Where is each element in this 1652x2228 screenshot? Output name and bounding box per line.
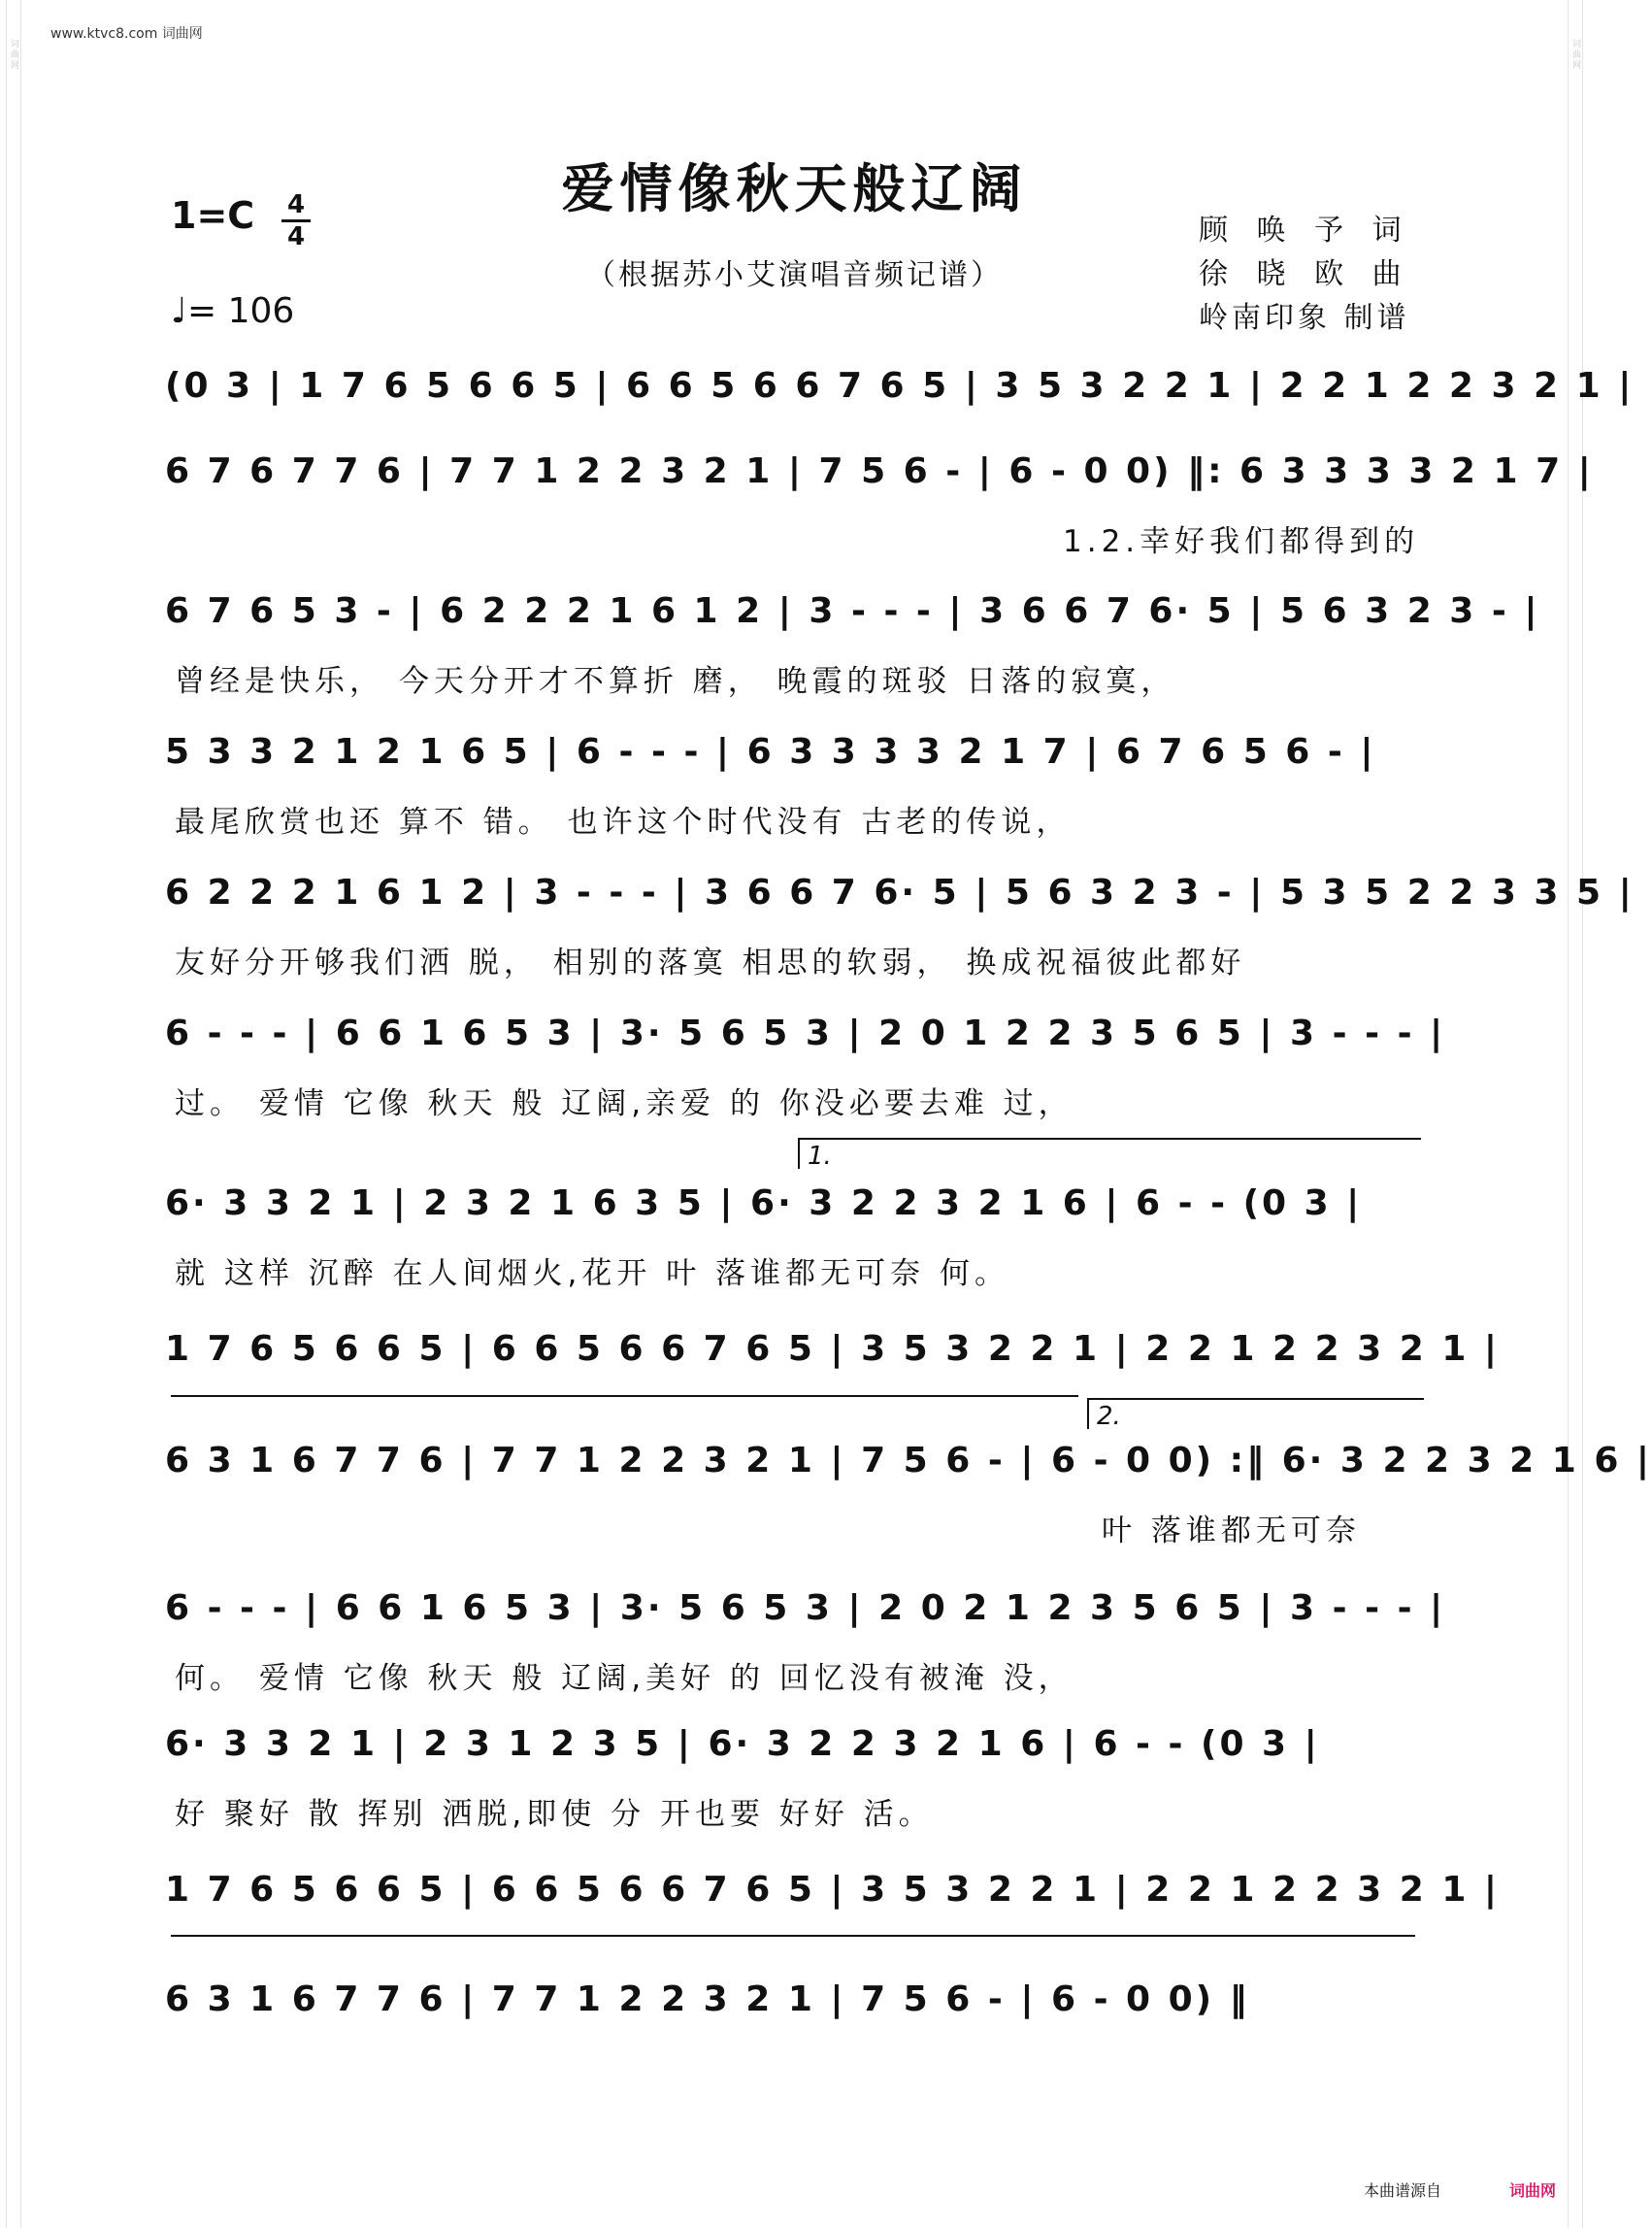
left-watermark-strip: 词曲网 bbox=[6, 0, 21, 2228]
score-row bbox=[165, 1588, 1446, 1696]
song-title: 爱情像秋天般辽阔 bbox=[561, 157, 1028, 219]
composer-credit: 徐 晓 欧 曲 bbox=[1199, 257, 1411, 291]
notation-line: 6 - - - | 6 6 1 6 5 3 | 3· 5 6 5 3 | 2 0 1 2 2 3 5 6 5 | 3 - - - | bbox=[165, 1014, 1446, 1053]
notation-line: 6 7 6 5 3 - | 6 2 2 2 1 6 1 2 | 3 - - - | 3 6 6 7 6· 5 | 5 6 3 2 3 - | bbox=[165, 591, 1540, 631]
key-signature: 1=C bbox=[171, 194, 255, 237]
credits bbox=[1199, 209, 1411, 340]
lyric-line: 最尾欣赏也还 算不 错。 也许这个时代没有 古老的传说， bbox=[175, 805, 1072, 840]
notation-line: 6 3 1 6 7 7 6 | 7 7 1 2 2 3 2 1 | 7 5 6 - | 6 - 0 0) :‖ 6· 3 2 2 3 2 1 6 | bbox=[165, 1441, 1652, 1480]
notation-line: 6 7 6 7 7 6 | 7 7 1 2 2 3 2 1 | 7 5 6 - | 6 - 0 0) ‖: 6 3 3 3 3 2 1 7 | bbox=[165, 451, 1594, 491]
song-subtitle: （根据苏小艾演唱音频记谱） bbox=[586, 258, 1003, 292]
score-row bbox=[165, 1724, 1422, 1832]
lyric-line: 曾经是快乐， 今天分开才不算折 磨， 晚霞的斑驳 日落的寂寞， bbox=[175, 664, 1176, 699]
first-ending-bracket: 1. bbox=[798, 1138, 1421, 1169]
score-row bbox=[165, 1441, 1652, 1548]
notation-line: 1 7 6 5 6 6 5 | 6 6 5 6 6 7 6 5 | 3 5 3 2 2 1 | 2 2 1 2 2 3 2 1 | bbox=[165, 1329, 1501, 1369]
lyric-line: 叶 落谁都无可奈 bbox=[1102, 1513, 1361, 1548]
site-url[interactable]: www.ktvc8.com 词曲网 bbox=[50, 26, 203, 42]
score-row bbox=[165, 1183, 1422, 1291]
footer-source-label: 本曲谱源自 bbox=[1364, 2181, 1442, 2200]
lyric-line: 过。 爱情 它像 秋天 般 辽阔,亲爱 的 你没必要去难 过， bbox=[175, 1086, 1074, 1121]
score-row bbox=[165, 1870, 1501, 1958]
lyric-line: 好 聚好 散 挥别 洒脱,即使 分 开也要 好好 活。 bbox=[175, 1797, 934, 1832]
notation-line: 6· 3 3 2 1 | 2 3 1 2 3 5 | 6· 3 2 2 3 2 1 6 | 6 - - (0 3 | bbox=[165, 1724, 1320, 1764]
second-ending-bracket: 2. bbox=[1087, 1398, 1424, 1429]
footer-site-logo[interactable]: 词曲网 bbox=[1509, 2181, 1557, 2200]
notation-line: 6 3 1 6 7 7 6 | 7 7 1 2 2 3 2 1 | 7 5 6 - | 6 - 0 0) ‖ bbox=[165, 1979, 1250, 2019]
score-row bbox=[165, 732, 1422, 840]
tempo-marking: ♩= 106 bbox=[171, 291, 295, 331]
lyric-line: 何。 爱情 它像 秋天 般 辽阔,美好 的 回忆没有被淹 没， bbox=[175, 1661, 1074, 1696]
time-signature bbox=[281, 192, 311, 249]
lyric-line: 就 这样 沉醉 在人间烟火,花开 叶 落谁都无可奈 何。 bbox=[175, 1256, 1009, 1291]
lyric-line: 友好分开够我们洒 脱， 相别的落寞 相思的软弱， 换成祝福彼此都好 bbox=[175, 946, 1246, 981]
coda-span-line bbox=[171, 1935, 1415, 1937]
score-row bbox=[165, 873, 1635, 981]
right-watermark-strip: 词曲网 bbox=[1568, 0, 1583, 2228]
notation-line: (0 3 | 1 7 6 5 6 6 5 | 6 6 5 6 6 7 6 5 | 3 5 3 2 2 1 | 2 2 1 2 2 3 2 1 | bbox=[165, 366, 1635, 406]
score-row bbox=[165, 591, 1540, 699]
ending-span-line bbox=[171, 1395, 1078, 1397]
score-row bbox=[165, 451, 1594, 559]
notation-line: 5 3 3 2 1 2 1 6 5 | 6 - - - | 6 3 3 3 3 2 1 7 | 6 7 6 5 6 - | bbox=[165, 732, 1376, 772]
notation-line: 6· 3 3 2 1 | 2 3 2 1 6 3 5 | 6· 3 2 2 3 2 1 6 | 6 - - (0 3 | bbox=[165, 1183, 1363, 1223]
notation-line: 6 2 2 2 1 6 1 2 | 3 - - - | 3 6 6 7 6· 5 | 5 6 3 2 3 - | 5 3 5 2 2 3 3 5 | bbox=[165, 873, 1635, 913]
lyric-line: 1.2.幸好我们都得到的 bbox=[1063, 524, 1420, 559]
notation-line: 1 7 6 5 6 6 5 | 6 6 5 6 6 7 6 5 | 3 5 3 2 2 1 | 2 2 1 2 2 3 2 1 | bbox=[165, 1870, 1501, 1910]
notation-line: 6 - - - | 6 6 1 6 5 3 | 3· 5 6 5 3 | 2 0 2 1 2 3 5 6 5 | 3 - - - | bbox=[165, 1588, 1446, 1628]
score-row bbox=[165, 1979, 1422, 2068]
lyricist-credit: 顾 唤 予 词 bbox=[1199, 214, 1411, 248]
score-row bbox=[165, 1014, 1446, 1121]
arranger-credit: 岭南印象 制谱 bbox=[1199, 301, 1410, 335]
meter-bottom: 4 bbox=[286, 222, 306, 251]
meter-top: 4 bbox=[286, 190, 306, 219]
